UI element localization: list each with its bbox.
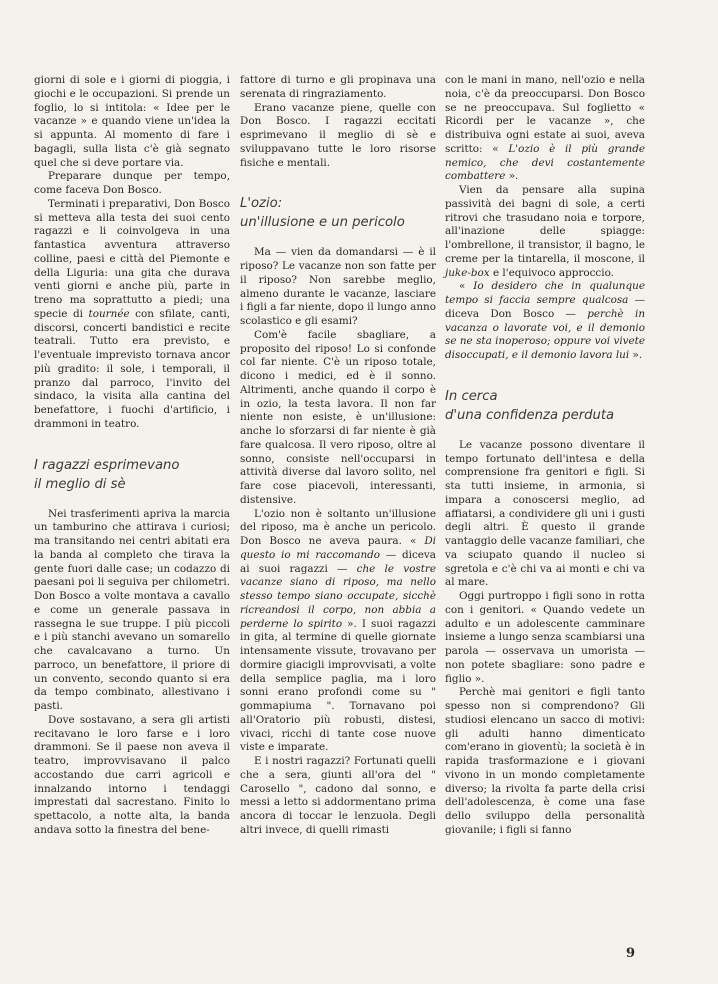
text-run: — diceva ai suoi ragazzi —: [240, 548, 436, 575]
paragraph: Ma — vien da domandarsi — è il riposo? Le vacanze non son fatte per il riposo? Non sarebbe meglio, almeno durante le vacanze, lasciare i figli a far niente, dopo il lungo anno scolastico e gli esami?: [240, 246, 436, 327]
heading-line: il meglio di sè: [34, 476, 126, 492]
column-3: [445, 74, 645, 838]
italic-run: perchè in vacanza o lavorate voi, e il demonio se ne sta inoperoso; oppure voi vivete disoccupati, e il demonio lavora lui: [445, 307, 646, 361]
paragraph: Dove sostavano, a sera gli artisti recitavano le loro farse e i loro drammoni. Se il paese non aveva il teatro, improvvisavano il palco accostando due carri agricoli e innalzando intorno i tendaggi imprestati dal sacrestano. Finito lo spettacolo, a notte alta, la banda andava sotto la finestra del bene-: [34, 713, 230, 836]
text-run: — diceva Don Bosco —: [445, 294, 645, 320]
italic-run: Di questo io mi raccomando: [240, 535, 436, 561]
heading-line: un'illusione e un pericolo: [240, 215, 405, 231]
italic-run: che le vostre vacanze siano di riposo, ma nello stesso tempo siano occupate, sicchè ricreandosi il corpo, non abbia a perderne lo spirito: [240, 562, 436, 630]
section-heading: [445, 387, 645, 425]
text-run: con le mani in mano, nell'ozio e nella noia, c'è da preoccuparsi. Don Bosco se ne preoccupava. Sul foglietto « Ricordi per le vacanze », che distribuiva ogni estate ai suoi, aveva scritto: «: [445, 74, 645, 155]
text-run: ».: [629, 349, 643, 361]
paragraph: [445, 74, 645, 184]
paragraph: giorni di sole e i giorni di pioggia, i giochi e le occupazioni. Si prende un foglio, lo si intitola: « Idee per le vacanze » e quando viene un'idea la si appunta. Al momento di fare i bagagli, sulla lista c'è già segnato quel che si deve portare via.: [34, 74, 230, 169]
heading-line: d'una confidenza perduta: [445, 407, 615, 423]
text-run: Terminati i preparativi, Don Bosco si metteva alla testa dei suoi cento ragazzi e li coinvolgeva in una fantastica avventura attraverso colline, paesi e città del Piemonte e della Liguria: una gita che durava venti giorni e anche più, parte in treno ma soprattutto a piedi; una specie di: [34, 197, 230, 320]
paragraph: Nei trasferimenti apriva la marcia un tamburino che attirava i curiosi; ma transitando nei centri abitati era la banda al completo che tirava la gente fuori dalle case; un codazzo di paesani poi li seguiva per chilometri. Don Bosco a volte montava a cavallo e come un generale passava in rassegna le sue truppe. I più piccoli e i più stanchi avevano un somarello che cavalcavano a turno. Un parroco, un benefattore, il priore di un convento, secondo quanto si era da tempo combinato, allestivano i pasti.: [34, 507, 230, 712]
text-run: con sfilate, canti, discorsi, concerti bandistici e recite teatrali. Tutto era previsto, e l'eventuale imprevisto tornava ancor più gradito: il sole, i temporali, il pranzo dal parroco, l'invito del sindaco, la visita alla cantina del benefattore, i fuochi d'artificio, i drammoni in teatro.: [34, 307, 230, 430]
paragraph: Erano vacanze piene, quelle con Don Bosco. I ragazzi eccitati esprimevano il meglio di sè e sviluppavano tutte le loro risorse fisiche e mentali.: [240, 101, 436, 169]
paragraph: [240, 508, 436, 756]
column-1: [34, 74, 230, 838]
paragraph: [445, 184, 645, 280]
text-run: L'ozio non è soltanto un'illusione del riposo, ma è anche un pericolo. Don Bosco ne aveva paura. «: [240, 507, 436, 547]
heading-line: I ragazzi esprimevano: [34, 457, 180, 473]
paragraph: Perchè mai genitori e figli tanto spesso non si comprendono? Gli studiosi elencano un sacco di motivi: gli adulti hanno dimenticato com'erano in gioventù; la società è in rapida trasformazione e i giovani vivono in un mondo completamente diverso; la rivolta fa parte della crisi dell'adolescenza, è come una fase dello sviluppo della personalità giovanile; i figli si fanno: [445, 686, 645, 836]
paragraph: Le vacanze possono diventare il tempo fortunato dell'intesa e della comprensione fra genitori e figli. Si sta tutti insieme, in armonia, si impara a conoscersi meglio, ad affiatarsi, a condividere gli uni i gusti degli altri. È questo il grande vantaggio delle vacanze familiari, che va sciupato quando il nucleo si sgretola e c'è chi va ai monti e chi va al mare.: [445, 438, 645, 589]
text-run: «: [459, 280, 474, 293]
section-heading: [34, 456, 230, 494]
text-run: e l'equivoco approccio.: [489, 266, 614, 279]
heading-line: L'ozio:: [240, 196, 283, 212]
text-run: ».: [505, 170, 519, 183]
paragraph: Preparare dunque per tempo, come faceva Don Bosco.: [34, 170, 230, 196]
text-run: Vien da pensare alla supina passività dei bagni di sole, a certi ritrovi che trasudano noia e torpore, all'inazione delle spiagge: l'ombrellone, il transistor, il bagno, le creme per la tintarella, il moscone, il: [445, 184, 645, 265]
italic-run: Io desidero che in qualunque tempo si faccia sempre qualcosa: [445, 280, 645, 306]
text-run: ». I suoi ragazzi in gita, al termine di quelle giornate intensamente vissute, trovavano per dormire giacigli improvvisati, a volte della semplice paglia, ma i loro sonni erano profondi come su " gommapiuma ". Tornavano poi all'Oratorio più robusti, distesi, vivaci, ricchi di tante cose nuove viste e imparate.: [240, 617, 436, 754]
paragraph: fattore di turno e gli propinava una serenata di ringraziamento.: [240, 74, 436, 100]
italic-run: tournée: [88, 307, 130, 320]
italic-run: L'ozio è il più grande nemico, che devi costantemente combattere: [445, 142, 645, 183]
paragraph: [445, 280, 645, 363]
paragraph: Oggi purtroppo i figli sono in rotta con i genitori. « Quando vedete un adulto e un adolescente camminare insieme a lungo senza scambiarsi una parola — osservava un umorista — non potete sbagliare: sono padre e figlio ».: [445, 590, 645, 685]
italic-run: juke-box: [445, 266, 490, 279]
paragraph: E i nostri ragazzi? Fortunati quelli che a sera, giunti all'ora del " Carosello ", cadono dal sonno, e messi a letto si addormentano prima ancora di toccar le lenzuola. Degli altri invece, di quelli rimasti: [240, 755, 436, 836]
section-heading: [240, 194, 436, 232]
paragraph: [34, 198, 230, 432]
page-number: 9: [626, 946, 636, 961]
paragraph: Com'è facile sbagliare, a proposito del riposo! Lo si confonde col far niente. C'è un riposo totale, dicono i medici, ed è il sonno. Altrimenti, anche quando il corpo è in ozio, la testa lavora. Il non far niente non esiste, è un'illusione: anche lo sforzarsi di far niente è già fare qualcosa. Il vero riposo, oltre al sonno, consiste nell'occuparsi in attività diverse dal lavoro solito, nel fare cose piacevoli, interessanti, distensive.: [240, 328, 436, 506]
heading-line: In cerca: [445, 388, 498, 404]
column-2: [240, 74, 436, 838]
